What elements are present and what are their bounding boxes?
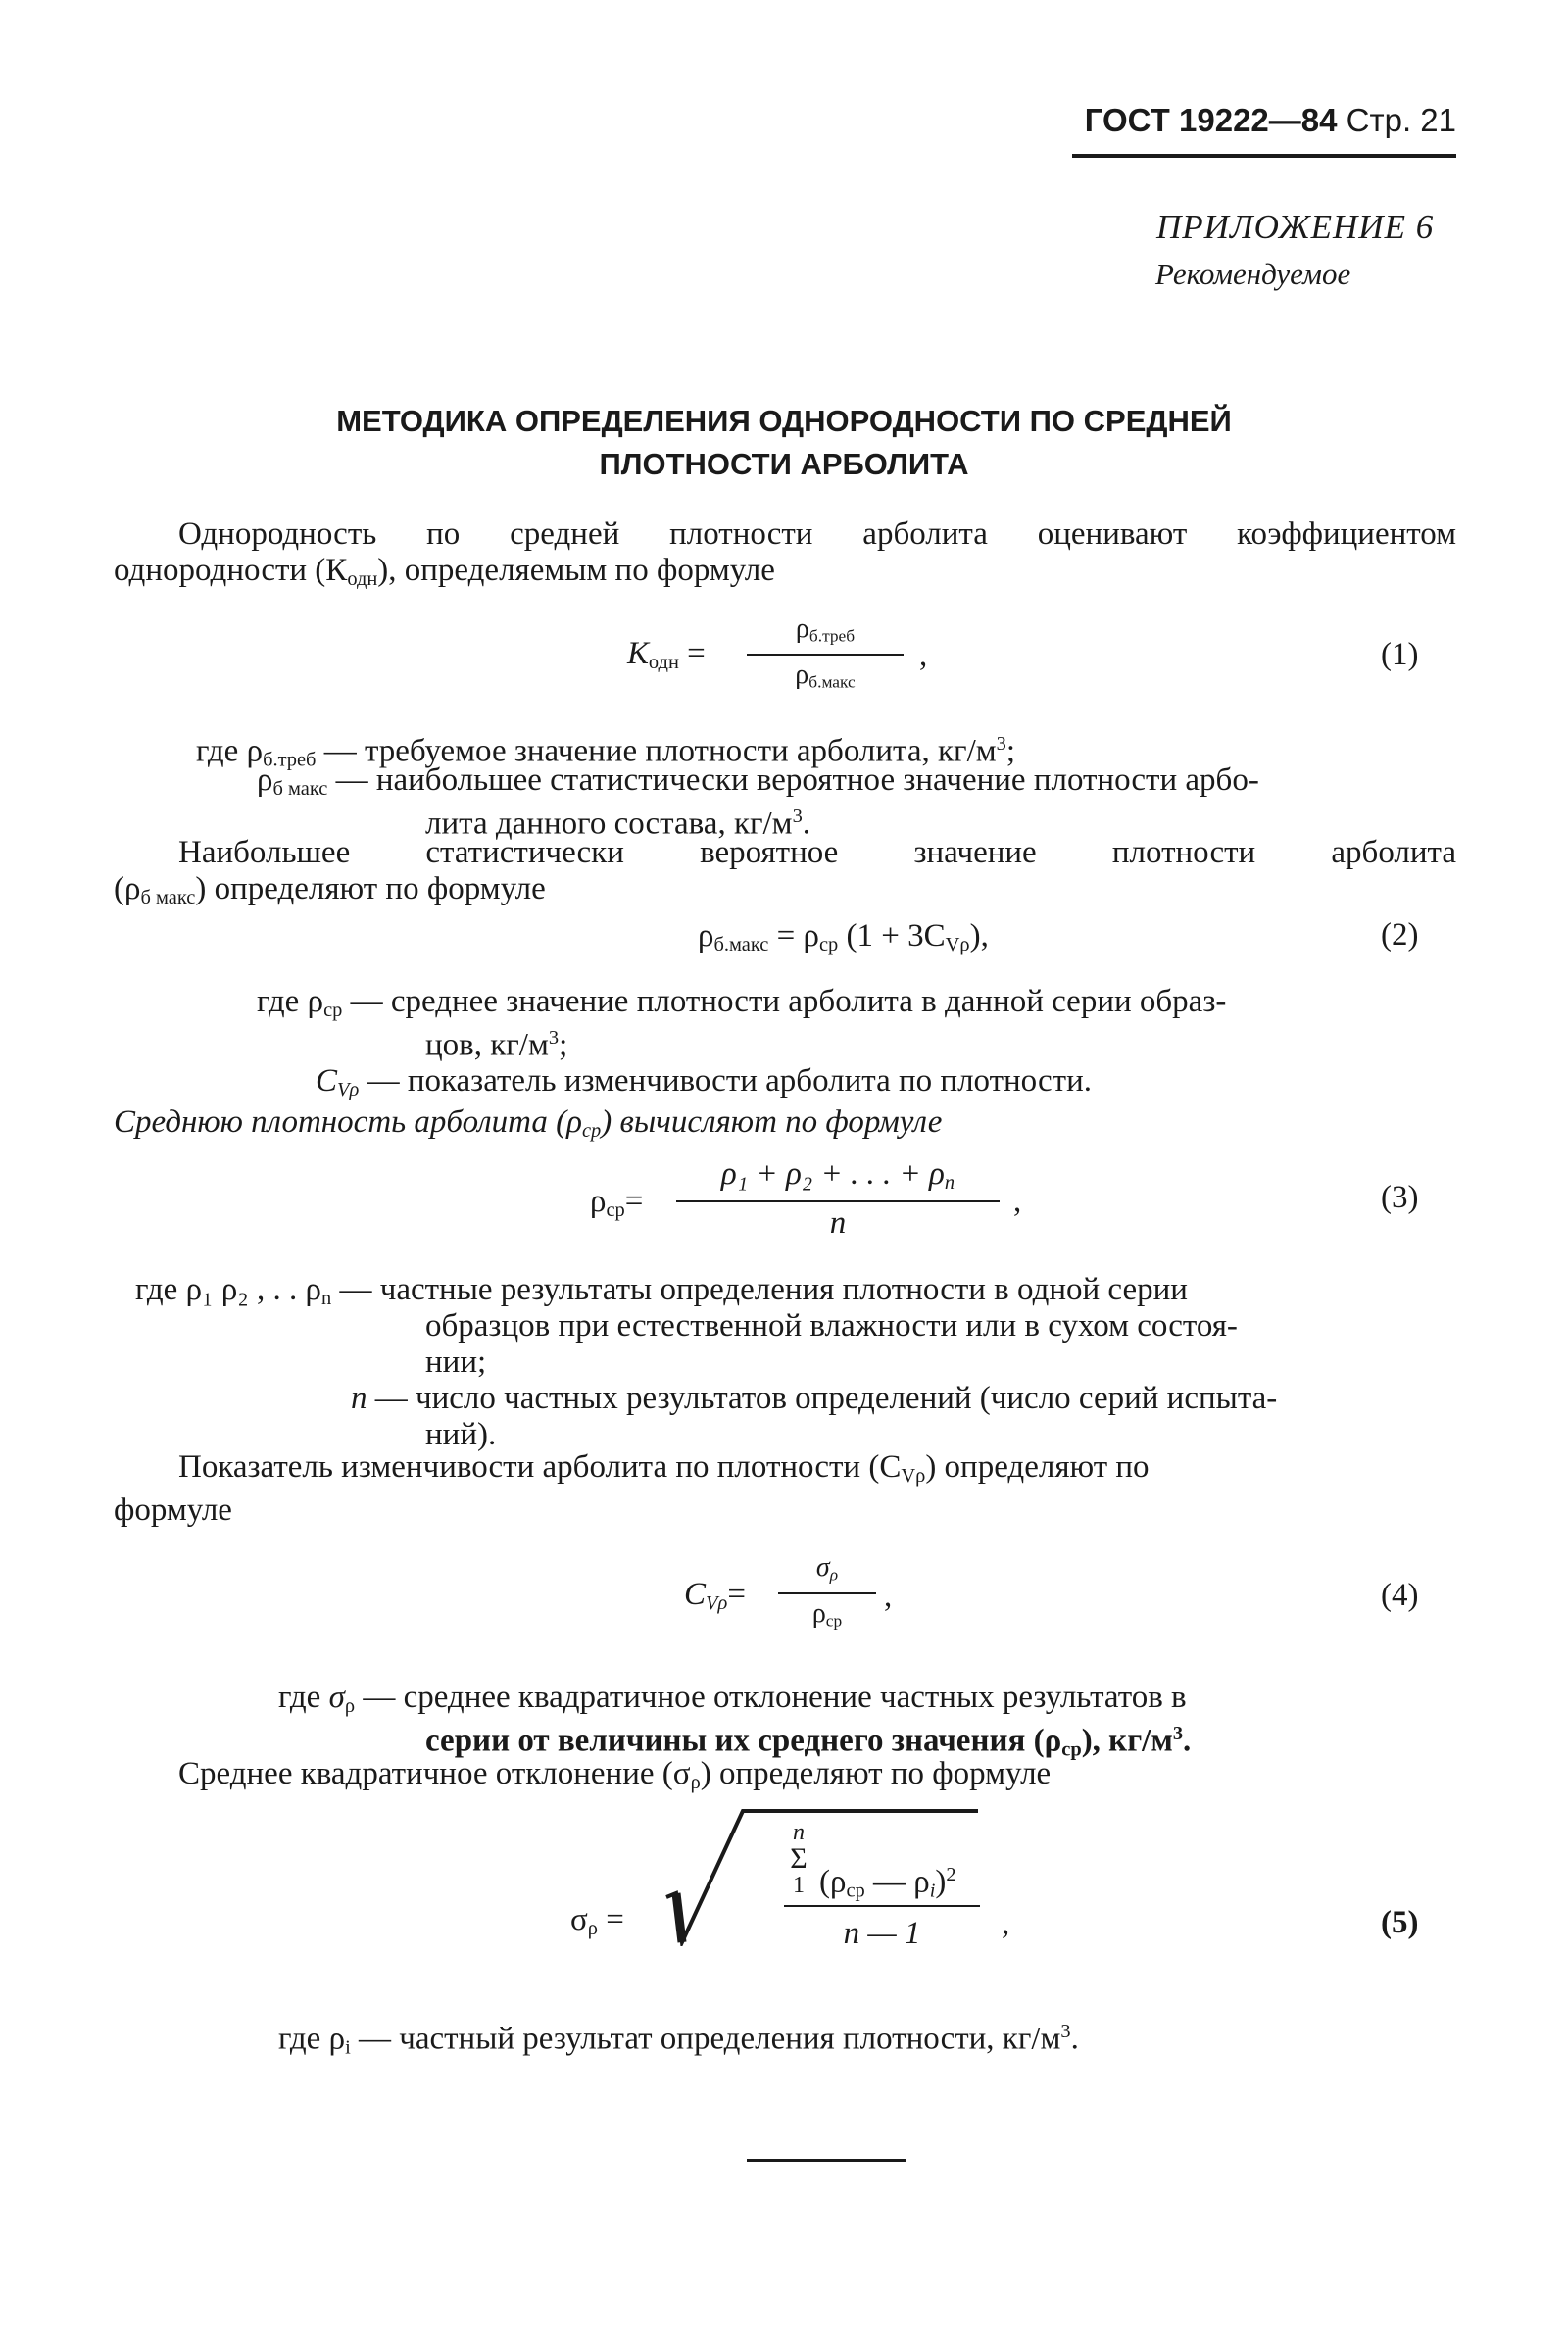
def3-item2: n — число частных результатов определений (число серий испыта-	[351, 1381, 1278, 1416]
def3-item1-cont2: нии;	[425, 1344, 487, 1380]
para5: Среднее квадратичное отклонение $(\sigma_\rho)$ определяют по формуле	[178, 1756, 1052, 1794]
eq5-fraction-line	[784, 1905, 980, 1907]
section-title-line2: ПЛОТНОСТИ АРБОЛИТА	[599, 447, 969, 481]
para4-line2: формуле	[114, 1492, 232, 1528]
para2-line2: $(\rho_{б макс})$ определяют по формуле	[114, 871, 546, 909]
eq5-sum: n Σ 1	[790, 1820, 808, 1898]
eq4-number: (4)	[1381, 1578, 1419, 1613]
intro-line1: Однородность по средней плотности арболита оценивают коэффициентом	[178, 516, 1456, 552]
def2-item1: где $\rho_{ср}$ — среднее значение плотности арболита в данной серии образ-	[257, 984, 1227, 1022]
eq5-number: (5)	[1381, 1905, 1419, 1940]
def1-item1: где $\rho_{б.треб}$ — требуемое значение плотности арболита, $кг/м^3$;	[196, 733, 1016, 771]
gost-number: ГОСТ 19222—84	[1084, 102, 1338, 138]
para3: Среднюю плотность арболита $(\rho_{ср})$ вычисляют по формуле	[114, 1104, 943, 1143]
page-header	[1085, 102, 1456, 139]
def4-item1: где $\sigma_\rho$ — среднее квадратичное отклонение частных результатов в	[278, 1680, 1187, 1718]
eq1-fraction: $\rho_{б.треб}$ $\rho_{б.макс}$	[747, 611, 904, 703]
eq4-comma: ,	[884, 1579, 893, 1614]
page-number: Стр. 21	[1346, 102, 1456, 138]
eq4-fraction: $\sigma_\rho$ $\rho_{ср}$	[778, 1550, 876, 1641]
def4-item1-cont: серии от величины их среднего значения $(\rho_{ср})$, $кг/м^3$.	[425, 1723, 1192, 1761]
para4-line1: Показатель изменчивости арболита по плотности $(C_{V\rho})$ определяют по	[178, 1449, 1150, 1488]
eq4-lhs: $C_{V\rho}=$	[684, 1577, 746, 1615]
eq3-comma: ,	[1013, 1184, 1022, 1219]
def3-item1: где ρ₁ ρ₂ , . . $\rho_n$ — частные результаты определения плотности в одной серии	[135, 1272, 1188, 1310]
end-rule	[747, 2159, 906, 2162]
eq5-denominator: n — 1	[843, 1916, 921, 1951]
eq5-numerator: ($\rho_{ср}$ — $\rho_i)^2$	[819, 1864, 956, 1902]
header-rule	[1072, 154, 1456, 158]
eq2-formula: $\rho_{б.макс} = \rho_{ср}$ $(1 + 3C_{V\rho})$,	[698, 918, 989, 956]
def1-item2: $\rho_{б макс}$ — наибольшее статистически вероятное значение плотности арбо-	[257, 762, 1259, 801]
appendix-status: Рекомендуемое	[1155, 257, 1351, 291]
section-title-line1: МЕТОДИКА ОПРЕДЕЛЕНИЯ ОДНОРОДНОСТИ ПО СРЕДНЕЙ	[336, 404, 1232, 438]
def2-item2: $C_{V\rho}$ — показатель изменчивости арболита по плотности.	[316, 1063, 1092, 1101]
eq1-comma: ,	[919, 638, 928, 673]
eq3-lhs: $\rho_{ср}=$	[590, 1184, 644, 1222]
eq1-lhs: $К_{одн}$ =	[627, 636, 706, 674]
def5-item1: где $\rho_i$ — частный результат определения плотности, $кг/м^3$.	[278, 2021, 1079, 2059]
def3-item1-cont: образцов при естественной влажности или в сухом состоя-	[425, 1308, 1238, 1344]
eq5-lhs: $\sigma_\rho$ =	[570, 1902, 624, 1940]
def1-item2-cont: лита данного состава, $кг/м^3$.	[425, 806, 811, 842]
para2-line1: Наибольшее статистически вероятное значение плотности арболита	[178, 835, 1456, 870]
eq5-comma: ,	[1002, 1906, 1010, 1941]
def2-item1-cont: цов, $кг/м^3$;	[425, 1027, 568, 1063]
intro-line2: однородности $(К_{одн})$, определяемым по формуле	[114, 553, 775, 591]
eq1-number: (1)	[1381, 637, 1419, 672]
appendix-title: ПРИЛОЖЕНИЕ 6	[1156, 208, 1435, 246]
eq3-number: (3)	[1381, 1180, 1419, 1215]
def3-item2-cont: ний).	[425, 1417, 497, 1452]
eq3-fraction: ρ₁ + ρ₂ + . . . + $\rho_n$ n	[676, 1156, 1000, 1244]
eq2-number: (2)	[1381, 917, 1419, 953]
